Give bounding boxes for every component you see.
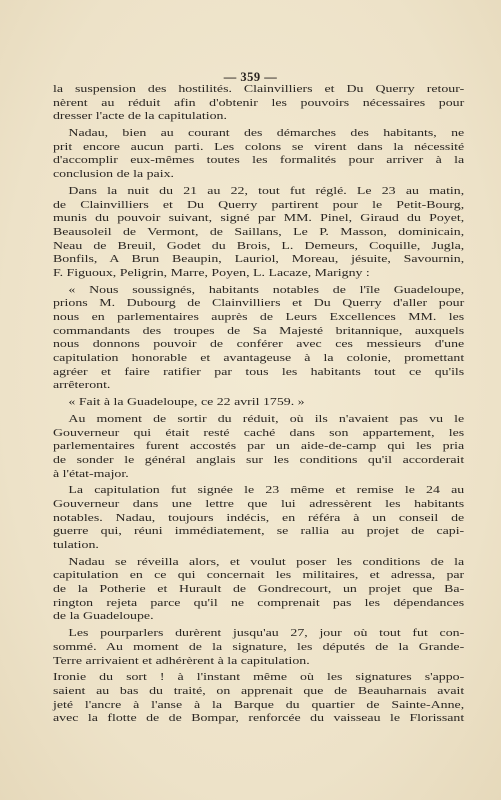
text-line: avec la flotte de de Bompar, renforcée du vaisseau le Florissant bbox=[53, 712, 465, 725]
text-line: tulation. bbox=[53, 539, 99, 551]
text-line: Ironie du sort ! à l'instant même où les signatures s'appo- bbox=[53, 671, 465, 684]
body-text bbox=[53, 83, 464, 726]
text-line: dresser l'acte de la capitulation. bbox=[53, 110, 227, 123]
text-line: sommé. Au moment de la signature, les députés de la Grande- bbox=[53, 640, 465, 653]
paragraph bbox=[53, 484, 464, 552]
text-line: F. Figuoux, Peligrin, Marre, Poyen, L. Lacaze, Marigny : bbox=[53, 266, 370, 279]
text-line: Gouverneur qui était resté caché dans son appartement, les bbox=[53, 426, 465, 439]
text-line: Au moment de sortir du réduit, où ils n'avaient pas vu le bbox=[68, 412, 465, 425]
text-line: commandants des troupes de Sa Majesté britannique, auxquels bbox=[53, 324, 465, 337]
text-line: Les pourparlers durèrent jusqu'au 27, jour où tout fut con- bbox=[68, 627, 465, 640]
paragraph bbox=[53, 556, 464, 624]
paragraph bbox=[53, 83, 464, 124]
paragraph bbox=[53, 127, 464, 182]
text-line: prit encore aucun parti. Les colons se virent dans la nécessité bbox=[53, 140, 465, 153]
text-line: arrêteront. bbox=[53, 379, 111, 392]
text-line: de la Guadeloupe. bbox=[53, 610, 154, 623]
text-line: de sonder le général anglais sur les conditions qu'il accorderait bbox=[53, 453, 465, 466]
paragraph bbox=[53, 413, 464, 481]
text-line: guerre qui, réuni immédiatement, se rallia au projet de capi- bbox=[53, 525, 465, 538]
text-line: jeté l'ancre à l'anse à la Barque du quartier de Sainte-Anne, bbox=[53, 698, 465, 711]
text-line: agréer et faire ratifier par tous les habitants tout ce qu'ils bbox=[53, 365, 465, 378]
paragraph bbox=[53, 185, 464, 281]
paragraph bbox=[53, 284, 464, 394]
text-line: de Clainvilliers et Du Querry partirent pour le Petit-Bourg, bbox=[53, 198, 465, 211]
text-line: munis du pouvoir suivant, signé par MM. Pinel, Giraud du Poyet, bbox=[53, 212, 465, 225]
paragraph bbox=[53, 671, 464, 726]
text-line: capitulation honorable et avantageuse à la colonie, promettant bbox=[53, 352, 465, 365]
text-line: saient au bas du traité, on apprenait que de Beauharnais avait bbox=[53, 684, 465, 697]
text-line: parlementaires furent accostés par un aide-de-camp qui les pria bbox=[53, 440, 465, 453]
text-line: « Fait à la Guadeloupe, ce 22 avril 1759. » bbox=[68, 396, 305, 409]
text-line: Dans la nuit du 21 au 22, tout fut réglé. Le 23 au matin, bbox=[68, 184, 465, 197]
text-line: Terre arrivaient et adhérèrent à la capitulation. bbox=[53, 654, 310, 667]
text-line: Neau de Breuil, Godet du Brois, L. Demeurs, Coquille, Jugla, bbox=[53, 239, 465, 252]
text-line: de la Potherie et Hurault de Gondrecourt, un projet que Ba- bbox=[53, 583, 465, 596]
text-line: Beausoleil de Vermont, de Saillans, Le P. Masson, dominicain, bbox=[53, 225, 465, 238]
text-line: conclusion de la paix. bbox=[53, 168, 174, 181]
paragraph bbox=[53, 627, 464, 668]
text-line: Gouverneur dans une lettre que lui adressèrent les habitants bbox=[53, 497, 465, 510]
text-line: nèrent au réduit afin d'obtenir les pouvoirs nécessaires pour bbox=[53, 96, 465, 109]
text-line: la suspension des hostilités. Clainvilliers et Du Querry retour- bbox=[53, 83, 465, 95]
paragraph bbox=[53, 396, 464, 410]
text-line: Bonfils, A Brun Beaupin, Lauriol, Moreau, jésuite, Savournin, bbox=[53, 253, 465, 266]
text-line: nous donnons pouvoir de conférer avec ces messieurs d'une bbox=[53, 338, 465, 351]
text-line: nous en parlementaires auprès de Leurs Excellences MM. les bbox=[53, 311, 465, 323]
text-line: notables. Nadau, toujours indécis, en référa à un conseil de bbox=[53, 511, 465, 524]
text-line: d'accomplir eux-mêmes toutes les formalités pour arriver à la bbox=[53, 154, 465, 167]
text-line: capitulation en ce qui concernait les militaires, et adressa, par bbox=[53, 569, 465, 582]
text-line: à l'état-major. bbox=[53, 467, 129, 480]
text-line: rington rejeta parce qu'il ne comprenait pas les dépendances bbox=[53, 596, 465, 609]
text-line: Nadau se réveilla alors, et voulut poser les conditions de la bbox=[68, 555, 465, 568]
page-number: — 359 — bbox=[223, 70, 278, 84]
text-line: La capitulation fut signée le 23 même et remise le 24 au bbox=[68, 484, 465, 497]
text-line: Nadau, bien au courant des démarches des habitants, ne bbox=[68, 127, 465, 140]
text-line: « Nous soussignés, habitants notables de l'île Guadeloupe, bbox=[68, 283, 465, 296]
text-line: prions M. Dubourg de Clainvilliers et Du Querry d'aller pour bbox=[53, 297, 465, 310]
